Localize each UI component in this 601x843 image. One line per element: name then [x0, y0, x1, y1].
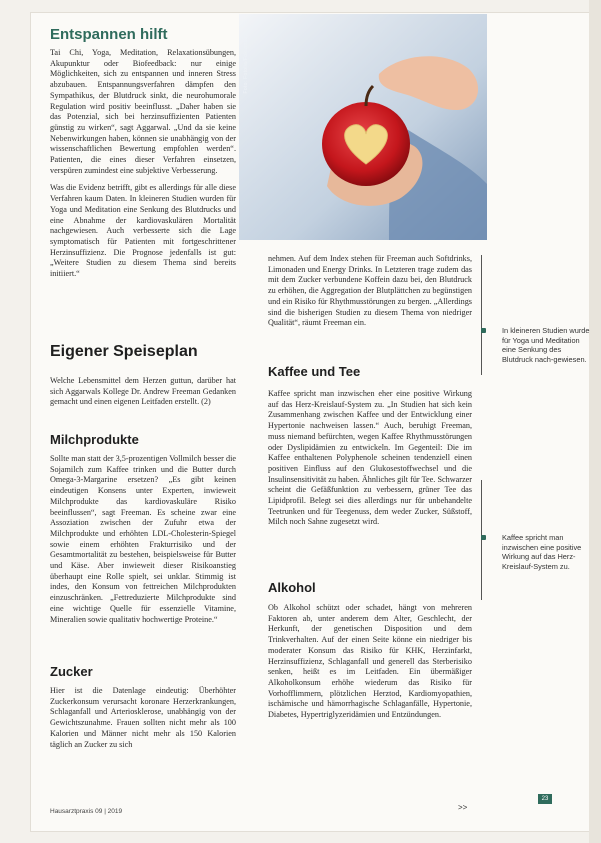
- bullet-icon: [481, 535, 486, 540]
- page-number: 23: [538, 794, 552, 804]
- section-title-entspannen: Entspannen hilft: [50, 26, 168, 43]
- apple-heart-photo: [239, 14, 487, 240]
- kaffee-text: Kaffee spricht man inzwischen eher eine positive Wirkung auf das Herz-Kreislauf-System zu. „In Studien hat sich kein Zusammenhang zwischen Kaffee und der Entwicklung einer Hypertonie nachweisen lassen.“ Auch, beruhigt Freeman, muss niemand befürchten, wegen Kaffee Rhythmusstörungen oder Dyslipidämien zu entwickeln. Im Gegenteil: Die im Kaffee enthaltenen Polyphenole scheinen tendenziell einen positiven Einfluss auf den Glukosestoffwechsel und die Insulinsensitivität zu haben. Ähnliches gilt für Tee. Schwarzer scheint die Gefäßfunktion zu verbessern, grüner Tee das Lipidprofil. Belegt sei dies allerdings nur für unbehandelte Teetrunken und für Teegenuss, dem weder Zucker, Süßstoff, Milch noch Sahne zugesetzt wird.: [268, 389, 472, 527]
- sidebar-rule-2: [481, 480, 482, 600]
- intro-paragraph-2: Was die Evidenz betrifft, gibt es allerdings für alle diese Verfahren kaum Daten. In kleineren Studien wurden für Yoga und Meditation eine Senkung des Blutdrucks und eine Abnahme der kardiovaskulären Mortalität nachgewiesen. Auch verbesserte sich die Lage symptomatisch für Patienten mit fortgeschrittener Herzinsuffizienz. Die Prognose jedenfalls ist gut: „Weitere Studien zu diesem Thema sind bereits initiiert.“: [50, 183, 236, 279]
- alkohol-text: Ob Alkohol schützt oder schadet, hängt von mehreren Faktoren ab, unter anderem dem Alter, Geschlecht, der Herkunft, der genetischen Disposition und dem Trinkverhalten. Auf der einen Seite könne ein niedriger bis moderater Konsum das Risiko für KHK, Herzinfarkt, Herzinsuffizienz, Schlaganfall und generell das Sterberisiko senken, heißt es im Leitfaden. Ein übermäßiger Alkoholkonsum erhöhe wiederum das Risiko für Vorhofflimmern, plötzlichen Herztod, Kardiomyopathien, ischämische und hämorrhagische Schlaganfälle, Hypertonie, Diabetes, Hypertriglyzeridämien und Entzündungen.: [268, 603, 472, 720]
- milch-text: Sollte man statt der 3,5-prozentigen Vollmilch besser die Sojamilch zum Kaffee trinken und die Butter durch Omega-3-Margarine ersetzen? „Es gibt keinen eindeutigen Konsens unter Experten, inwieweit Milchprodukte das kardiovaskuläre Risiko beeinflussen“, sagt Freeman. Es scheine zwar eine Assoziation zwischen der Zufuhr etwa der Milchprodukte und erhöhten LDL-Cholesterin-Spiegel sowie einem erhöhten Frakturrisiko und der Gesamtmortalität zu bestehen, beispielsweise für Butter und Käse. Aber inwieweit dieser Risikoanstieg überhaupt eine Rolle spielt, sei unklar. Stimmig ist indes, den Konsum von fettreichen Milchprodukten einzuschränken. „Fettreduzierte Milchprodukte sind eine wichtige Quelle für essenzielle Vitamine, Mineralien sowie qualitativ hochwertige Proteine.“: [50, 454, 236, 624]
- sidebar-note-1-text: In kleineren Studien wurde für Yoga und Meditation eine Senkung des Blutdruck nach-gewiesen.: [502, 326, 590, 364]
- speiseplan-text: Welche Lebensmittel dem Herzen guttun, darüber hat sich Aggarwals Kollege Dr. Andrew Freeman Gedanken gemacht und einen eigenen Leitfaden erstellt. (2): [50, 376, 236, 407]
- sidebar-rule-1: [481, 255, 482, 375]
- heading-kaffee-tee: Kaffee und Tee: [268, 364, 361, 379]
- intro-paragraph-1: Tai Chi, Yoga, Meditation, Relaxationsübungen, Akupunktur oder Biofeedback: nur einige Möglichkeiten, sich zu entspannen und inneren Stress abzubauen. Entspannungsverfahren dämpfen den Sympathikus, der Blutdruck sinkt, die neurohumorale Regulation wird positiv beeinflusst. „Daher haben sie das Potenzial, sich bei herzinsuffizienten Patienten günstig zu wirken“, sagt Aggarwal. „Und da sie keine Nebenwirkungen haben, können sie unabhängig von der wissenschaftlichen Bewertung empfohlen werden“. Patienten, die eines dieser Verfahren einsetzen, verspüren zumindest eine subjektive Verbesserung.: [50, 48, 236, 175]
- photo-credit: Foto: Fotolia/Fokussiert: [243, 34, 249, 94]
- issue-label: Hausarztpraxis 09 | 2019: [50, 808, 123, 815]
- hands-apple-illustration: [239, 14, 487, 240]
- continue-arrow: >>: [458, 803, 468, 812]
- sidebar-note-2: [502, 533, 590, 571]
- sidebar-note-2-text: Kaffee spricht man inzwischen eine positive Wirkung auf das Herz-Kreislauf-System zu.: [502, 533, 582, 571]
- sidebar-note-1: [502, 326, 590, 364]
- bullet-icon: [481, 328, 486, 333]
- left-intro-text: [50, 48, 236, 287]
- page-edge: [589, 0, 601, 843]
- heading-alkohol: Alkohol: [268, 580, 316, 595]
- heading-speiseplan: Eigener Speiseplan: [50, 343, 198, 360]
- heading-milchprodukte: Milchprodukte: [50, 432, 139, 447]
- heading-zucker: Zucker: [50, 664, 93, 679]
- zucker-continued-text: nehmen. Auf dem Index stehen für Freeman auch Softdrinks, Limonaden und Energy Drinks. In Letzteren trage zudem das mit dem Zucker verbundene Koffein dazu bei, den Blutdruck zu erhöhen, die Aggregation der Blutplättchen zu begünstigen und ein Risiko für Rhythmusstörungen zu bergen. „Allerdings sind die bisherigen Studien zu diesem Thema von niedriger Qualität“, räumt Freeman ein.: [268, 254, 472, 328]
- zucker-text: Hier ist die Datenlage eindeutig: Überhöhter Zuckerkonsum verursacht koronare Herzerkrankungen, Schlaganfall und Arteriosklerose, unabhängig von der Gewichtszunahme. Frauen sollten nicht mehr als 100 Kalorien und Männer nicht mehr als 150 Kalorien täglich an Zucker zu sich: [50, 686, 236, 749]
